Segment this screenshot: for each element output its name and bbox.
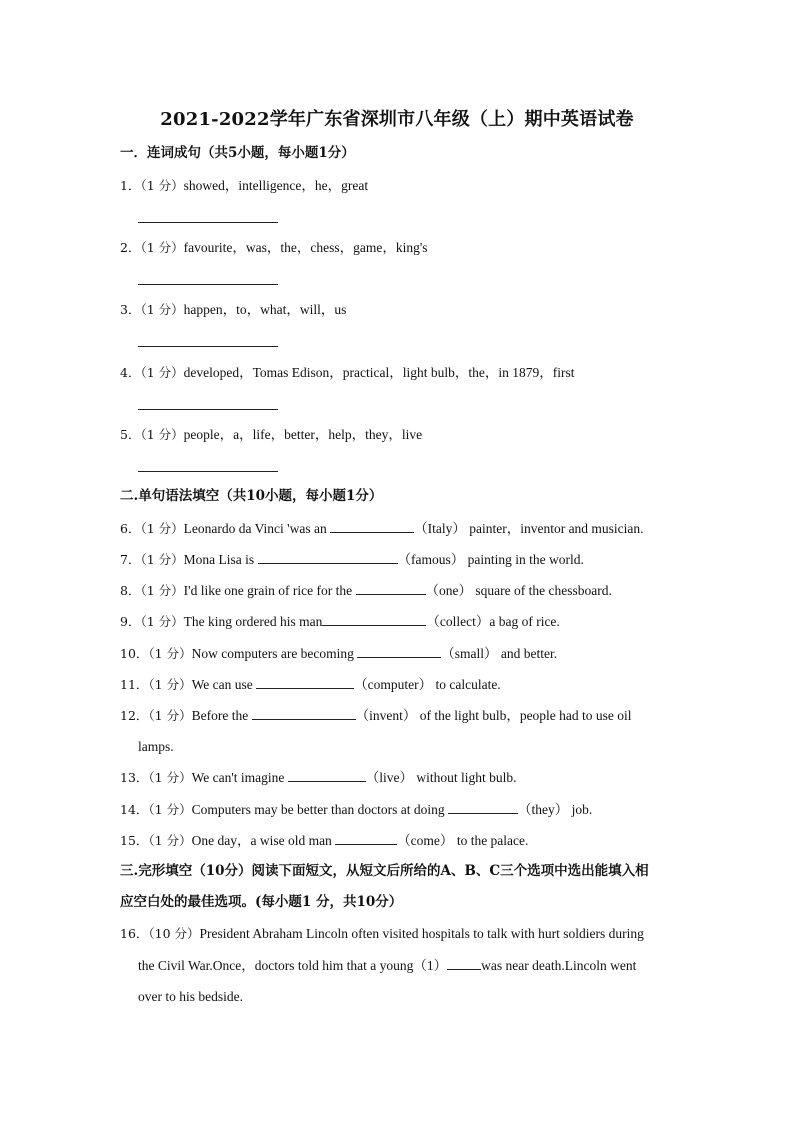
fill-blank[interactable] [322, 611, 426, 626]
question-score: （1 分） [140, 427, 184, 442]
question-score: （1 分） [140, 521, 184, 536]
question-7 [120, 544, 676, 575]
question-15 [120, 825, 676, 856]
question-number: 14． [120, 802, 149, 817]
question-text-before: Leonardo da Vinci 'was an [183, 521, 331, 536]
question-hint: （live） [365, 770, 414, 785]
question-text-after: to calculate. [432, 677, 501, 692]
question-number: 2． [120, 240, 141, 255]
question-14 [120, 794, 676, 825]
section-heading-3 [120, 856, 680, 918]
question-text-after: of the light bulb，people had to use oil [416, 708, 632, 723]
fill-blank[interactable] [256, 674, 354, 689]
question-text-after: without light bulb. [413, 770, 517, 785]
question-score: （1 分） [140, 365, 184, 380]
question-3 [120, 294, 676, 325]
question-hint: （Italy） [414, 521, 466, 536]
fill-blank[interactable] [357, 643, 441, 658]
question-text-after: square of the chessboard. [472, 583, 612, 598]
question-text-before: The king ordered his man [183, 614, 323, 629]
question-text: favourite，was，the，chess，game，king's [183, 240, 428, 255]
question-score: （1 分） [148, 677, 192, 692]
question-number: 13． [120, 770, 149, 785]
question-text-after: to the palace. [453, 833, 529, 848]
question-number: 6． [120, 521, 141, 536]
question-text-before: Now computers are becoming [191, 646, 358, 661]
page-title: 2021-2022学年广东省深圳市八年级（上）期中英语试卷 [160, 109, 634, 130]
question-text: people，a，life，better，help，they，live [183, 427, 423, 442]
question-11 [120, 669, 676, 700]
question-text-after: a bag of rice. [489, 614, 560, 629]
question-text-after: and better. [497, 646, 558, 661]
question-text-before: One day，a wise old man [191, 833, 336, 848]
passage-line-3: over to his bedside. [138, 989, 243, 1004]
question-number: 4． [120, 365, 141, 380]
question-text-before: Computers may be better than doctors at doing [191, 802, 449, 817]
question-hint: （invent） [355, 708, 417, 723]
question-12 [120, 700, 676, 731]
fill-blank[interactable] [447, 955, 481, 970]
passage-line-2b: was near death.Lincoln went [481, 958, 637, 973]
question-score: （1 分） [140, 178, 184, 193]
passage-line-1: President Abraham Lincoln often visited hospitals to talk with hurt soldiers during [199, 926, 644, 941]
question-text-before: We can use [191, 677, 257, 692]
passage-line-2a: the Civil War.Once，doctors told him that a young（1） [138, 958, 448, 973]
question-number: 12． [120, 708, 149, 723]
question-hint: （famous） [397, 552, 465, 567]
question-score: （1 分） [148, 802, 192, 817]
question-8 [120, 575, 676, 606]
question-hint: （computer） [354, 677, 433, 692]
question-10 [120, 638, 676, 669]
question-score: （1 分） [148, 646, 192, 661]
question-number: 15． [120, 833, 149, 848]
passage-line-3-row [138, 981, 694, 1012]
question-score: （1 分） [140, 583, 184, 598]
question-13 [120, 762, 676, 793]
question-text-before: Before the [191, 708, 252, 723]
question-score: （1 分） [148, 708, 192, 723]
question-16 [120, 918, 676, 949]
question-number: 8． [120, 583, 141, 598]
fill-blank[interactable] [330, 518, 414, 533]
question-12-continued [138, 731, 694, 762]
question-score: （1 分） [148, 770, 192, 785]
question-hint: （one） [425, 583, 473, 598]
question-text-before: Mona Lisa is [183, 552, 258, 567]
section-heading-3-line1: 三.完形填空（10分）阅读下面短文，从短文后所给的A、B、C三个选项中选出能填入相 [120, 863, 649, 879]
section-heading-2: 二.单句语法填空（共10小题，每小题1分） [120, 488, 383, 504]
question-text-cont: lamps. [138, 739, 174, 754]
question-number: 11． [120, 677, 149, 692]
question-text-before: I'd like one grain of rice for the [183, 583, 356, 598]
question-9 [120, 606, 676, 637]
passage-line-2-row [138, 950, 694, 981]
answer-line-2[interactable] [138, 284, 278, 285]
question-hint: （collect） [426, 614, 490, 629]
question-text-after: painting in the world. [464, 552, 584, 567]
question-score: （1 分） [140, 614, 184, 629]
question-hint: （come） [397, 833, 454, 848]
answer-line-4[interactable] [138, 409, 278, 410]
question-number: 10． [120, 646, 149, 661]
question-hint: （they） [518, 802, 569, 817]
question-text: developed，Tomas Edison，practical，light bulb，the，in 1879，first [183, 365, 575, 380]
question-hint: （small） [441, 646, 498, 661]
section-heading-3-line2: 应空白处的最佳选项。(每小题1 分，共10分） [120, 894, 403, 910]
fill-blank[interactable] [288, 767, 366, 782]
question-number: 3． [120, 302, 141, 317]
section-heading-1: 一．连词成句（共5小题，每小题1分） [120, 145, 355, 161]
fill-blank[interactable] [258, 549, 398, 564]
answer-line-1[interactable] [138, 222, 278, 223]
question-number: 16． [120, 926, 149, 941]
question-number: 5． [120, 427, 141, 442]
question-number: 9． [120, 614, 141, 629]
question-number: 1． [120, 178, 141, 193]
fill-blank[interactable] [252, 705, 356, 720]
question-number: 7． [120, 552, 141, 567]
question-score: （1 分） [140, 240, 184, 255]
question-1 [120, 170, 676, 201]
question-4 [120, 357, 676, 388]
fill-blank[interactable] [335, 830, 397, 845]
question-text: showed，intelligence，he，great [183, 178, 369, 193]
question-text-after: painter，inventor and musician. [465, 521, 644, 536]
question-6 [120, 513, 676, 544]
question-score: （1 分） [148, 833, 192, 848]
question-score: （1 分） [140, 302, 184, 317]
question-score: （1 分） [140, 552, 184, 567]
answer-line-3[interactable] [138, 346, 278, 347]
question-text: happen，to，what，will，us [183, 302, 347, 317]
answer-line-5[interactable] [138, 471, 278, 472]
question-text-after: job. [568, 802, 593, 817]
question-text-before: We can't imagine [191, 770, 288, 785]
question-score: （10 分） [148, 926, 200, 941]
question-2 [120, 232, 676, 263]
fill-blank[interactable] [356, 580, 426, 595]
fill-blank[interactable] [448, 799, 518, 814]
question-5 [120, 419, 676, 450]
